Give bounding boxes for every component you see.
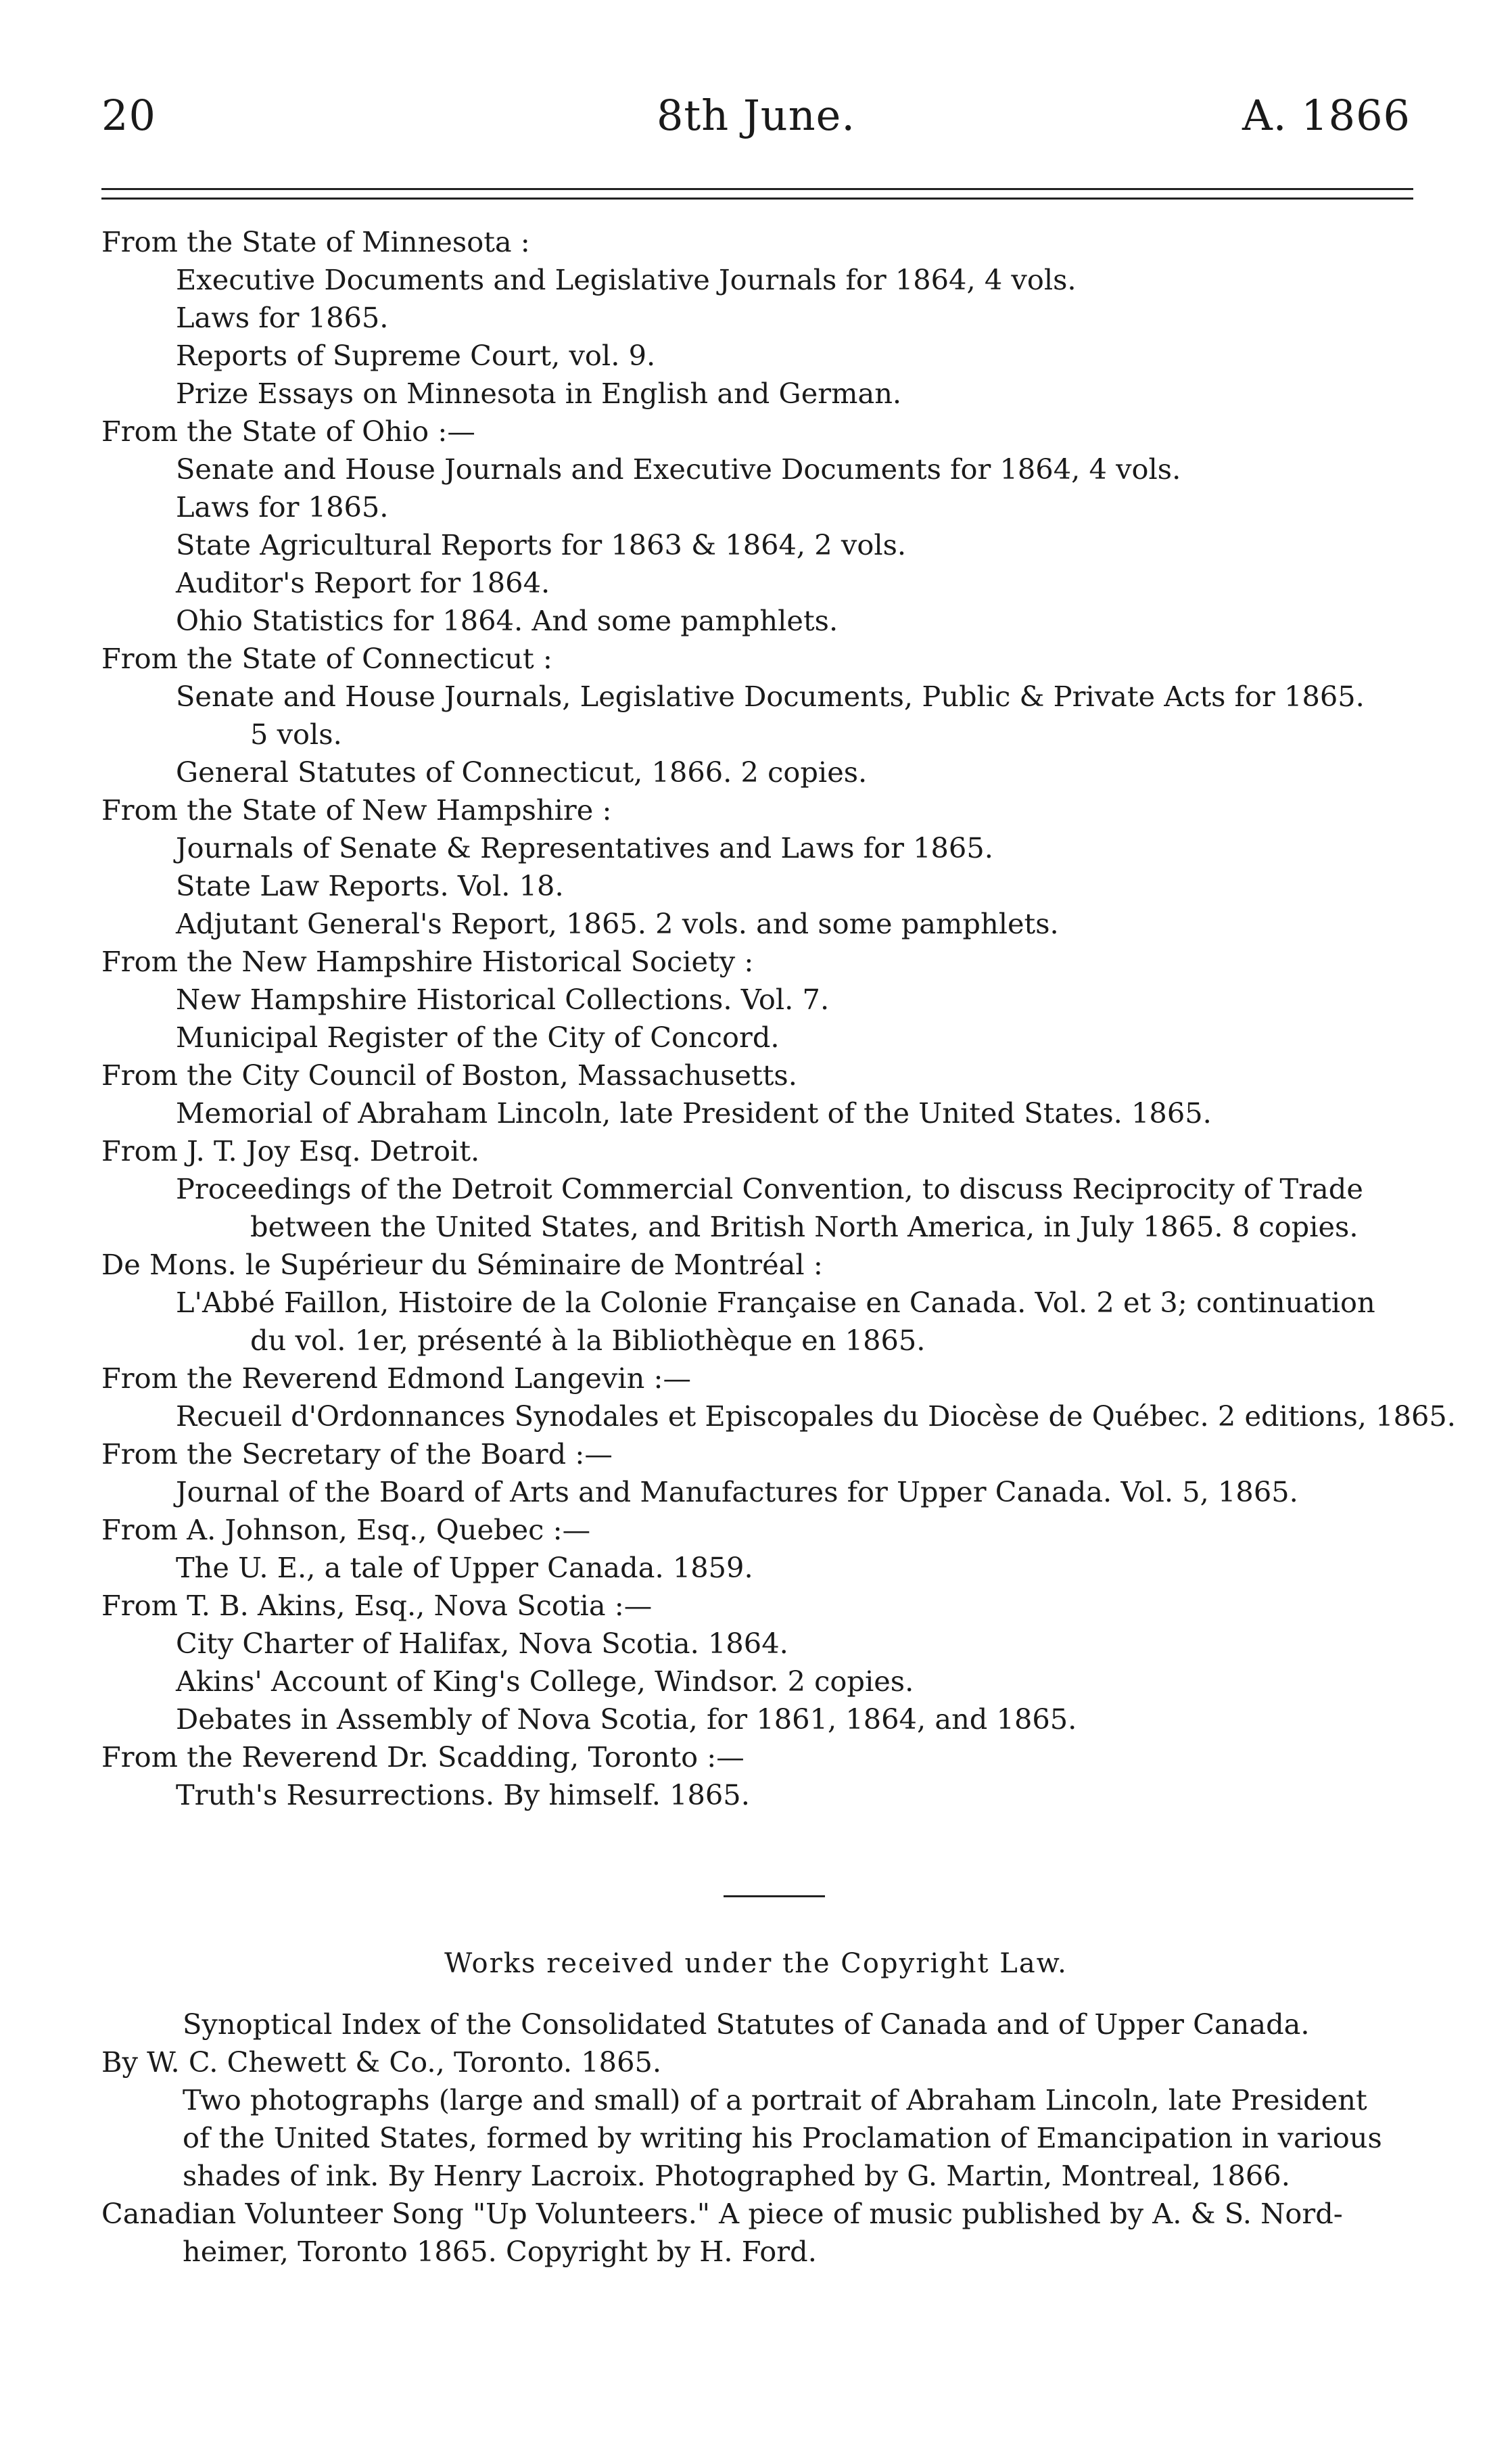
header-rule-bottom xyxy=(101,198,1413,200)
donation-item: Truth's Resurrections. By himself. 1865. xyxy=(176,1778,750,1811)
donor-heading: From the State of Connecticut : xyxy=(101,642,552,675)
page-number: 20 xyxy=(101,91,156,140)
donation-item: Auditor's Report for 1864. xyxy=(176,566,550,599)
donor-heading: De Mons. le Supérieur du Séminaire de Montréal : xyxy=(101,1248,823,1281)
donation-item: The U. E., a tale of Upper Canada. 1859. xyxy=(176,1551,753,1584)
donation-item: Recueil d'Ordonnances Synodales et Episcopales du Diocèse de Québec. 2 editions, 1865. xyxy=(176,1399,1456,1433)
donation-item: Journals of Senate & Representatives and Laws for 1865. xyxy=(176,831,993,864)
donor-heading: From J. T. Joy Esq. Detroit. xyxy=(101,1134,480,1167)
donor-heading: From A. Johnson, Esq., Quebec :— xyxy=(101,1513,591,1546)
entry-continuation: 5 vols. xyxy=(250,718,342,751)
header-rule-top xyxy=(101,188,1413,190)
donation-item: City Charter of Halifax, Nova Scotia. 1864. xyxy=(176,1627,788,1660)
donation-item: New Hampshire Historical Collections. Vol. 7. xyxy=(176,983,830,1016)
entry-continuation: du vol. 1er, présenté à la Bibliothèque en 1865. xyxy=(250,1324,926,1357)
donor-heading: From the State of Ohio :— xyxy=(101,415,475,448)
donation-item: Debates in Assembly of Nova Scotia, for 1861, 1864, and 1865. xyxy=(176,1702,1077,1736)
donation-item: Senate and House Journals, Legislative Documents, Public & Private Acts for 1865. xyxy=(176,680,1365,713)
entry-continuation: between the United States, and British North America, in July 1865. 8 copies. xyxy=(250,1210,1359,1243)
donor-heading: From the City Council of Boston, Massachusetts. xyxy=(101,1059,797,1092)
copyright-work-line: heimer, Toronto 1865. Copyright by H. Ford. xyxy=(183,2235,817,2268)
donation-item: Journal of the Board of Arts and Manufactures for Upper Canada. Vol. 5, 1865. xyxy=(176,1475,1298,1508)
donor-heading: From the Reverend Dr. Scadding, Toronto :— xyxy=(101,1740,745,1774)
donation-item: Adjutant General's Report, 1865. 2 vols. and some pamphlets. xyxy=(176,907,1059,940)
donor-heading: From the Reverend Edmond Langevin :— xyxy=(101,1362,691,1395)
donation-item: General Statutes of Connecticut, 1866. 2 copies. xyxy=(176,756,868,789)
section-divider xyxy=(724,1895,825,1897)
copyright-work-line: Two photographs (large and small) of a portrait of Abraham Lincoln, late President xyxy=(183,2083,1367,2116)
donor-heading: From the State of New Hampshire : xyxy=(101,793,612,827)
donation-item: Proceedings of the Detroit Commercial Convention, to discuss Reciprocity of Trade xyxy=(176,1172,1363,1205)
copyright-work-line: Canadian Volunteer Song "Up Volunteers." A piece of music published by A. & S. Nord- xyxy=(101,2197,1343,2230)
session-year: A. 1866 xyxy=(1242,91,1411,140)
donation-item: Memorial of Abraham Lincoln, late President of the United States. 1865. xyxy=(176,1096,1212,1130)
donation-item: Municipal Register of the City of Concord. xyxy=(176,1021,780,1054)
copyright-section-title: Works received under the Copyright Law. xyxy=(444,1948,1068,1979)
donation-item: State Law Reports. Vol. 18. xyxy=(176,869,564,902)
donor-heading: From the State of Minnesota : xyxy=(101,225,530,258)
donation-item: Laws for 1865. xyxy=(176,490,389,524)
donation-item: Executive Documents and Legislative Journals for 1864, 4 vols. xyxy=(176,263,1077,296)
donor-heading: From the New Hampshire Historical Society : xyxy=(101,945,754,978)
donor-heading: From T. B. Akins, Esq., Nova Scotia :— xyxy=(101,1589,653,1622)
donation-item: Laws for 1865. xyxy=(176,301,389,334)
donation-item: Reports of Supreme Court, vol. 9. xyxy=(176,339,656,372)
donation-item: Prize Essays on Minnesota in English and German. xyxy=(176,377,902,410)
page-date-heading: 8th June. xyxy=(656,91,856,140)
donations-list xyxy=(101,223,1456,1814)
donation-item: Akins' Account of King's College, Windsor. 2 copies. xyxy=(176,1665,914,1698)
donation-item: Senate and House Journals and Executive Documents for 1864, 4 vols. xyxy=(176,453,1181,486)
donation-item: Ohio Statistics for 1864. And some pamphlets. xyxy=(176,604,838,637)
donation-item: L'Abbé Faillon, Histoire de la Colonie Française en Canada. Vol. 2 et 3; continuation xyxy=(176,1286,1375,1319)
copyright-works-list xyxy=(101,2006,1434,2271)
copyright-work-line: Synoptical Index of the Consolidated Statutes of Canada and of Upper Canada. xyxy=(183,2008,1310,2041)
donor-heading: From the Secretary of the Board :— xyxy=(101,1437,613,1470)
copyright-work-line: By W. C. Chewett & Co., Toronto. 1865. xyxy=(101,2045,662,2079)
copyright-work-line: of the United States, formed by writing his Proclamation of Emancipation in various xyxy=(183,2121,1382,2154)
copyright-work-line: shades of ink. By Henry Lacroix. Photographed by G. Martin, Montreal, 1866. xyxy=(183,2159,1290,2192)
donation-item: State Agricultural Reports for 1863 & 1864, 2 vols. xyxy=(176,528,907,561)
